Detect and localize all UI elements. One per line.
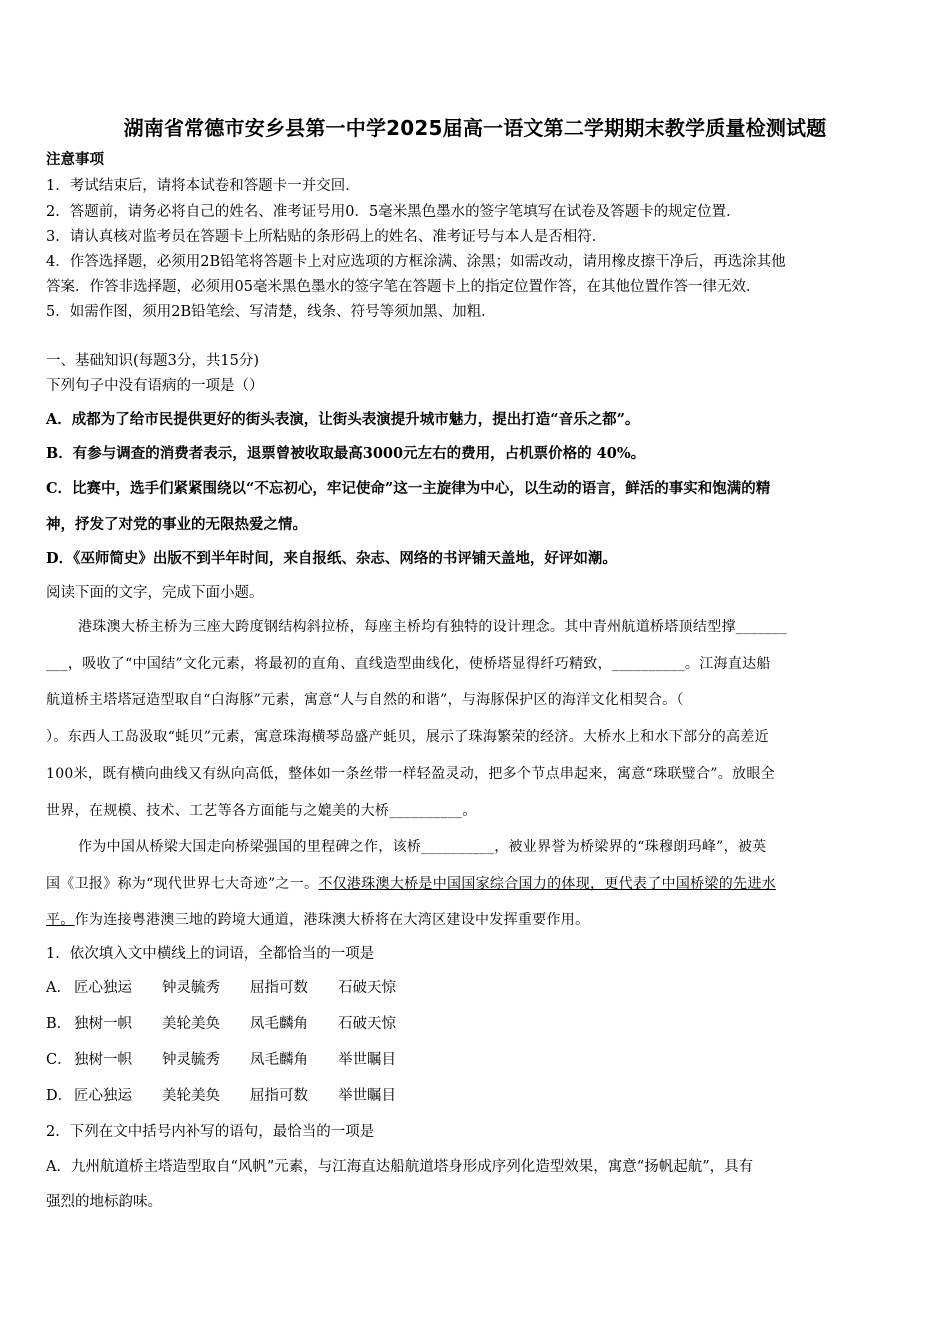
passage-line [46,910,589,930]
option-d: D．《巫师简史》出版不到半年时间，来自报纸、杂志、网络的书评铺天盖地，好评如潮。 [46,550,617,567]
passage-text: 国《卫报》称为“现代世界七大奇迹”之一。 [46,876,319,892]
option-label: B． [46,1016,72,1032]
option-word: 屈指可数 [250,980,308,996]
q1-option-c [46,1050,426,1070]
passage-line: 港珠澳大桥主桥为三座大跨度钢结构斜拉桥，每座主桥均有独特的设计理念。其中青州航道桥塔顶结型撑_______ [78,619,787,635]
option-word: 举世瞩目 [338,1052,396,1068]
passage-text: 作为连接粤港澳三地的跨境大通道，港珠澳大桥将在大湾区建设中发挥重要作用。 [74,912,590,928]
question-stem: 下列句子中没有语病的一项是（） [46,378,264,394]
notice-item: 2．答题前，请务必将自己的姓名、准考证号用0．5毫米黑色墨水的签字笔填写在试卷及答题卡的规定位置． [46,204,741,220]
option-label: A． [46,980,71,996]
notice-item: 答案．作答非选择题，必须用05毫米黑色墨水的签字笔在答题卡上的指定位置作答，在其他位置作答一律无效． [46,279,761,295]
q1-option-b [46,1014,426,1034]
option-word: 独树一帜 [74,1052,132,1068]
question-2-stem: 2．下列在文中括号内补写的语句，最恰当的一项是 [46,1124,375,1140]
option-word: 石破天惊 [338,1016,396,1032]
option-word: 屈指可数 [250,1088,308,1104]
notice-item: 5．如需作图，须用2B铅笔绘、写清楚，线条、符号等须加黑、加粗． [46,304,496,320]
option-word: 匠心独运 [74,980,132,996]
passage-line: 作为中国从桥梁大国走向桥梁强国的里程碑之作，该桥__________，被业界誉为桥梁界的“珠穆朗玛峰”，被英 [78,839,767,855]
option-word: 钟灵毓秀 [162,980,220,996]
option-c: C．比赛中，选手们紧紧围绕以“不忘初心，牢记使命”这一主旋律为中心，以生动的语言，鲜活的事实和饱满的精 [46,480,771,497]
option-label: D． [46,1088,73,1104]
option-word: 凤毛麟角 [250,1016,308,1032]
option-word: 美轮美奂 [162,1016,220,1032]
option-word: 匠心独运 [74,1088,132,1104]
notice-item: 3．请认真核对监考员在答题卡上所粘贴的条形码上的姓名、准考证号与本人是否相符． [46,229,607,245]
option-a: A．成都为了给市民提供更好的街头表演，让街头表演提升城市魅力，提出打造“音乐之都”。 [46,411,640,428]
q2-option-a: A．九州航道桥主塔造型取自“风帆”元素，与江海直达船航道塔身形成序列化造型效果，寓意“扬帆起航”，具有 [46,1159,754,1175]
passage-line: ）。东西人工岛汲取“蚝贝”元素，寓意珠海横琴岛盛产蚝贝，展示了珠海繁荣的经济。大桥水上和水下部分的高差近 [46,729,769,745]
reading-instruction: 阅读下面的文字，完成下面小题。 [46,585,264,601]
notice-item: 4．作答选择题，必须用2B铅笔将答题卡上对应选项的方框涂满、涂黑；如需改动，请用橡皮擦干净后，再选涂其他 [46,254,786,270]
exam-title: 湖南省常德市安乡县第一中学2025届高一语文第二学期期末教学质量检测试题 [123,116,827,140]
option-b: B．有参与调查的消费者表示，退票曾被收取最高3000元左右的费用，占机票价格的 40%。 [46,445,646,462]
option-word: 美轮美奂 [162,1088,220,1104]
option-c-cont: 神，抒发了对党的事业的无限热爱之情。 [46,516,307,533]
passage-line: ___，吸收了“中国结”文化元素，将最初的直角、直线造型曲线化，使桥塔显得纤巧精致，__________。江海直达船 [46,656,771,672]
option-word: 钟灵毓秀 [162,1052,220,1068]
option-word: 举世瞩目 [338,1088,396,1104]
passage-line: 100米，既有横向曲线又有纵向高低，整体如一条丝带一样轻盈灵动，把多个节点串起来，寓意“珠联璧合”。放眼全 [46,766,775,782]
q1-option-d [46,1086,426,1106]
passage-line: 世界，在规模、技术、工艺等各方面能与之媲美的大桥__________。 [46,803,477,819]
notice-item: 1．考试结束后，请将本试卷和答题卡一并交回． [46,178,360,194]
q1-option-a [46,978,426,998]
passage-line [46,874,776,894]
q2-option-a-cont: 强烈的地标韵味。 [46,1194,162,1210]
section-heading: 一、基础知识(每题3分，共15分) [46,353,259,369]
option-word: 凤毛麟角 [250,1052,308,1068]
question-1-stem: 1．依次填入文中横线上的词语，全都恰当的一项是 [46,946,375,962]
passage-line: 航道桥主塔塔冠造型取自“白海豚”元素，寓意“人与自然的和谐”，与海豚保护区的海洋文化相契合。（ [46,692,684,708]
notice-heading: 注意事项 [46,152,104,168]
option-word: 独树一帜 [74,1016,132,1032]
option-label: C． [46,1052,72,1068]
underlined-sentence: 不仅港珠澳大桥是中国国家综合国力的体现，更代表了中国桥梁的先进水 [318,876,776,892]
option-word: 石破天惊 [338,980,396,996]
underlined-sentence: 平。 [46,912,75,928]
